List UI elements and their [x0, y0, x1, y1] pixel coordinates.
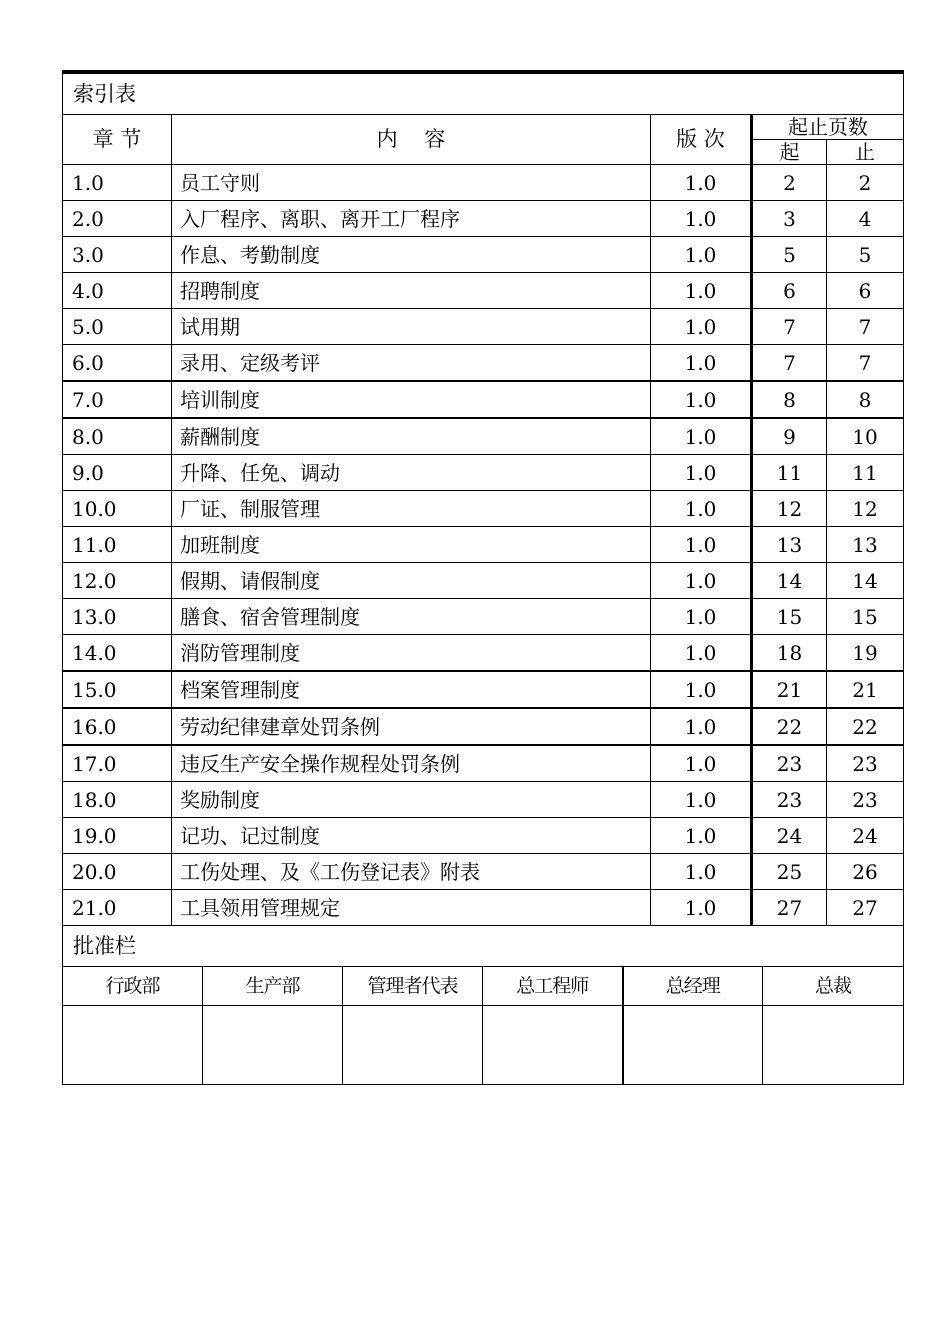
- chapter-number: 21.0: [63, 890, 172, 926]
- chapter-number: 10.0: [63, 491, 172, 527]
- chapter-title: 膳食、宿舍管理制度: [172, 599, 651, 635]
- chapter-number: 20.0: [63, 854, 172, 890]
- approval-header-row: [63, 967, 904, 1006]
- start-page-cell: 9: [752, 418, 827, 455]
- approval-col-admin: 行政部: [63, 967, 203, 1006]
- chapter-title: 招聘制度: [172, 273, 651, 309]
- version-cell: 1.0: [651, 854, 752, 890]
- end-page-cell: 23: [827, 745, 904, 782]
- chapter-number: 9.0: [63, 455, 172, 491]
- index-row: [63, 237, 904, 273]
- chapter-title: 消防管理制度: [172, 635, 651, 672]
- chapter-number: 18.0: [63, 782, 172, 818]
- version-cell: 1.0: [651, 273, 752, 309]
- approval-signature-row: [63, 1006, 904, 1085]
- version-cell: 1.0: [651, 745, 752, 782]
- chapter-title: 厂证、制服管理: [172, 491, 651, 527]
- end-page-cell: 15: [827, 599, 904, 635]
- chapter-number: 13.0: [63, 599, 172, 635]
- chapter-title: 档案管理制度: [172, 671, 651, 708]
- chapter-title: 工伤处理、及《工伤登记表》附表: [172, 854, 651, 890]
- chapter-title: 员工守则: [172, 165, 651, 201]
- start-page-cell: 24: [752, 818, 827, 854]
- chapter-number: 14.0: [63, 635, 172, 672]
- signature-cell-president[interactable]: [763, 1006, 904, 1085]
- index-row: [63, 201, 904, 237]
- index-sheet: [62, 70, 903, 1085]
- end-page-cell: 12: [827, 491, 904, 527]
- end-page-cell: 7: [827, 345, 904, 382]
- header-start: 起: [752, 140, 827, 165]
- start-page-cell: 18: [752, 635, 827, 672]
- start-page-cell: 3: [752, 201, 827, 237]
- index-title-row: [63, 72, 904, 115]
- chapter-number: 6.0: [63, 345, 172, 382]
- start-page-cell: 13: [752, 527, 827, 563]
- approval-col-general-manager: 总经理: [623, 967, 763, 1006]
- version-cell: 1.0: [651, 527, 752, 563]
- end-page-cell: 6: [827, 273, 904, 309]
- end-page-cell: 21: [827, 671, 904, 708]
- version-cell: 1.0: [651, 563, 752, 599]
- approval-col-production: 生产部: [203, 967, 343, 1006]
- end-page-cell: 5: [827, 237, 904, 273]
- end-page-cell: 13: [827, 527, 904, 563]
- start-page-cell: 7: [752, 309, 827, 345]
- index-row: [63, 381, 904, 418]
- chapter-number: 11.0: [63, 527, 172, 563]
- index-row: [63, 345, 904, 382]
- version-cell: 1.0: [651, 381, 752, 418]
- end-page-cell: 8: [827, 381, 904, 418]
- start-page-cell: 14: [752, 563, 827, 599]
- chapter-title: 假期、请假制度: [172, 563, 651, 599]
- header-row: [63, 115, 904, 140]
- end-page-cell: 19: [827, 635, 904, 672]
- version-cell: 1.0: [651, 345, 752, 382]
- chapter-number: 3.0: [63, 237, 172, 273]
- header-page-range: 起止页数: [752, 115, 904, 140]
- version-cell: 1.0: [651, 782, 752, 818]
- start-page-cell: 25: [752, 854, 827, 890]
- chapter-number: 15.0: [63, 671, 172, 708]
- index-row: [63, 782, 904, 818]
- chapter-title: 奖励制度: [172, 782, 651, 818]
- chapter-number: 4.0: [63, 273, 172, 309]
- chapter-title: 加班制度: [172, 527, 651, 563]
- index-row: [63, 890, 904, 926]
- chapter-title: 工具领用管理规定: [172, 890, 651, 926]
- header-version: 版 次: [651, 115, 752, 165]
- index-row: [63, 599, 904, 635]
- chapter-title: 薪酬制度: [172, 418, 651, 455]
- signature-cell-general-manager[interactable]: [623, 1006, 763, 1085]
- index-row: [63, 671, 904, 708]
- version-cell: 1.0: [651, 491, 752, 527]
- index-row: [63, 273, 904, 309]
- index-row: [63, 563, 904, 599]
- index-row: [63, 745, 904, 782]
- end-page-cell: 11: [827, 455, 904, 491]
- approval-col-mgmt-rep: 管理者代表: [343, 967, 483, 1006]
- chapter-title: 记功、记过制度: [172, 818, 651, 854]
- start-page-cell: 15: [752, 599, 827, 635]
- start-page-cell: 11: [752, 455, 827, 491]
- version-cell: 1.0: [651, 418, 752, 455]
- chapter-title: 录用、定级考评: [172, 345, 651, 382]
- start-page-cell: 2: [752, 165, 827, 201]
- chapter-number: 19.0: [63, 818, 172, 854]
- version-cell: 1.0: [651, 635, 752, 672]
- chapter-title: 培训制度: [172, 381, 651, 418]
- end-page-cell: 10: [827, 418, 904, 455]
- version-cell: 1.0: [651, 890, 752, 926]
- header-end: 止: [827, 140, 904, 165]
- index-title: 索引表: [63, 72, 904, 115]
- end-page-cell: 24: [827, 818, 904, 854]
- index-row: [63, 635, 904, 672]
- start-page-cell: 21: [752, 671, 827, 708]
- end-page-cell: 27: [827, 890, 904, 926]
- version-cell: 1.0: [651, 599, 752, 635]
- chapter-number: 2.0: [63, 201, 172, 237]
- chapter-title: 试用期: [172, 309, 651, 345]
- version-cell: 1.0: [651, 671, 752, 708]
- approval-col-president: 总裁: [763, 967, 904, 1006]
- index-row: [63, 854, 904, 890]
- chapter-title: 入厂程序、离职、离开工厂程序: [172, 201, 651, 237]
- version-cell: 1.0: [651, 165, 752, 201]
- chapter-number: 17.0: [63, 745, 172, 782]
- version-cell: 1.0: [651, 309, 752, 345]
- chapter-title: 劳动纪律建章处罚条例: [172, 708, 651, 745]
- approval-title-row: [63, 926, 904, 967]
- chapter-number: 8.0: [63, 418, 172, 455]
- start-page-cell: 22: [752, 708, 827, 745]
- start-page-cell: 6: [752, 273, 827, 309]
- version-cell: 1.0: [651, 201, 752, 237]
- end-page-cell: 26: [827, 854, 904, 890]
- header-content: 内 容: [172, 115, 651, 165]
- chapter-number: 1.0: [63, 165, 172, 201]
- start-page-cell: 23: [752, 782, 827, 818]
- chapter-title: 升降、任免、调动: [172, 455, 651, 491]
- approval-col-chief-engineer: 总工程师: [483, 967, 623, 1006]
- version-cell: 1.0: [651, 455, 752, 491]
- index-row: [63, 455, 904, 491]
- version-cell: 1.0: [651, 237, 752, 273]
- end-page-cell: 7: [827, 309, 904, 345]
- start-page-cell: 12: [752, 491, 827, 527]
- start-page-cell: 23: [752, 745, 827, 782]
- end-page-cell: 14: [827, 563, 904, 599]
- approval-table: [62, 926, 904, 1085]
- index-row: [63, 491, 904, 527]
- signature-cell-production[interactable]: [203, 1006, 343, 1085]
- chapter-title: 违反生产安全操作规程处罚条例: [172, 745, 651, 782]
- version-cell: 1.0: [651, 708, 752, 745]
- chapter-number: 12.0: [63, 563, 172, 599]
- start-page-cell: 8: [752, 381, 827, 418]
- header-chapter: 章 节: [63, 115, 172, 165]
- chapter-number: 16.0: [63, 708, 172, 745]
- chapter-number: 7.0: [63, 381, 172, 418]
- version-cell: 1.0: [651, 818, 752, 854]
- chapter-title: 作息、考勤制度: [172, 237, 651, 273]
- index-row: [63, 165, 904, 201]
- end-page-cell: 4: [827, 201, 904, 237]
- signature-cell-admin[interactable]: [63, 1006, 203, 1085]
- start-page-cell: 27: [752, 890, 827, 926]
- index-table: [62, 70, 904, 926]
- index-row: [63, 309, 904, 345]
- start-page-cell: 5: [752, 237, 827, 273]
- index-row: [63, 708, 904, 745]
- approval-title: 批准栏: [63, 926, 904, 967]
- signature-cell-mgmt-rep[interactable]: [343, 1006, 483, 1085]
- end-page-cell: 23: [827, 782, 904, 818]
- end-page-cell: 22: [827, 708, 904, 745]
- index-row: [63, 527, 904, 563]
- start-page-cell: 7: [752, 345, 827, 382]
- end-page-cell: 2: [827, 165, 904, 201]
- chapter-number: 5.0: [63, 309, 172, 345]
- signature-cell-chief-engineer[interactable]: [483, 1006, 623, 1085]
- index-row: [63, 818, 904, 854]
- index-row: [63, 418, 904, 455]
